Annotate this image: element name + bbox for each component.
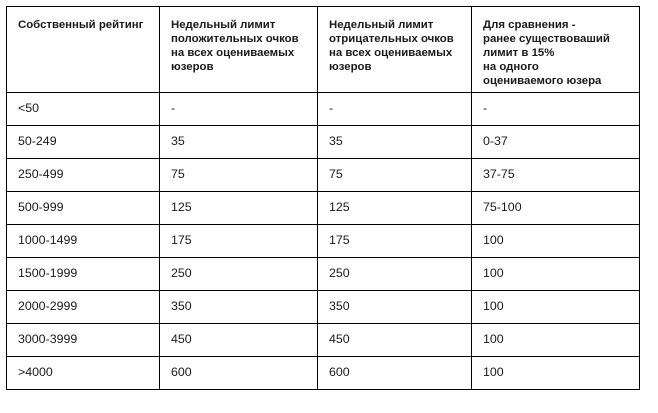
header-line: на одного: [483, 61, 539, 73]
table-row: [7, 126, 640, 159]
header-own-rating: [7, 7, 160, 93]
header-line: Для сравнения -: [483, 19, 576, 31]
header-line: на всех оцениваемых: [171, 47, 295, 59]
cell-negative-limit: 350: [318, 291, 472, 324]
header-line: на всех оцениваемых: [329, 47, 453, 59]
cell-negative-limit: 125: [318, 192, 472, 225]
header-positive-limit: [160, 7, 318, 93]
cell-previous-limit: 100: [472, 357, 640, 390]
header-line: Собственный рейтинг: [18, 19, 144, 31]
table-row: [7, 357, 640, 390]
cell-own-rating: 250-499: [7, 159, 160, 192]
cell-previous-limit: 100: [472, 324, 640, 357]
header-line: отрицательных очков: [329, 33, 454, 45]
header-line: Недельный лимит: [329, 19, 434, 31]
cell-own-rating: 3000-3999: [7, 324, 160, 357]
header-previous-limit: [472, 7, 640, 93]
cell-previous-limit: -: [472, 93, 640, 126]
header-line: юзеров: [329, 61, 372, 73]
header-line: юзеров: [171, 61, 214, 73]
table-row: [7, 192, 640, 225]
header-negative-limit: [318, 7, 472, 93]
cell-positive-limit: 350: [160, 291, 318, 324]
header-line: ранее существоваший: [483, 33, 610, 45]
cell-previous-limit: 100: [472, 258, 640, 291]
header-line: оцениваемого юзера: [483, 75, 602, 87]
cell-own-rating: 1000-1499: [7, 225, 160, 258]
cell-negative-limit: -: [318, 93, 472, 126]
cell-previous-limit: 0-37: [472, 126, 640, 159]
cell-negative-limit: 600: [318, 357, 472, 390]
cell-own-rating: 500-999: [7, 192, 160, 225]
cell-negative-limit: 35: [318, 126, 472, 159]
cell-own-rating: 50-249: [7, 126, 160, 159]
cell-own-rating: >4000: [7, 357, 160, 390]
header-line: Недельный лимит: [171, 19, 276, 31]
cell-own-rating: 2000-2999: [7, 291, 160, 324]
cell-positive-limit: -: [160, 93, 318, 126]
header-line: лимит в 15%: [483, 47, 555, 59]
rating-limits-table: [6, 6, 640, 390]
cell-previous-limit: 37-75: [472, 159, 640, 192]
cell-previous-limit: 100: [472, 225, 640, 258]
cell-negative-limit: 450: [318, 324, 472, 357]
cell-previous-limit: 100: [472, 291, 640, 324]
table-row: [7, 324, 640, 357]
cell-positive-limit: 600: [160, 357, 318, 390]
cell-own-rating: <50: [7, 93, 160, 126]
table-row: [7, 291, 640, 324]
cell-positive-limit: 125: [160, 192, 318, 225]
cell-positive-limit: 75: [160, 159, 318, 192]
cell-negative-limit: 175: [318, 225, 472, 258]
cell-positive-limit: 250: [160, 258, 318, 291]
header-line: положительных очков: [171, 33, 299, 45]
table-row: [7, 93, 640, 126]
header-row: [7, 7, 640, 93]
table-row: [7, 159, 640, 192]
cell-previous-limit: 75-100: [472, 192, 640, 225]
cell-negative-limit: 250: [318, 258, 472, 291]
cell-positive-limit: 175: [160, 225, 318, 258]
cell-negative-limit: 75: [318, 159, 472, 192]
table-row: [7, 258, 640, 291]
cell-positive-limit: 35: [160, 126, 318, 159]
table-row: [7, 225, 640, 258]
cell-own-rating: 1500-1999: [7, 258, 160, 291]
cell-positive-limit: 450: [160, 324, 318, 357]
